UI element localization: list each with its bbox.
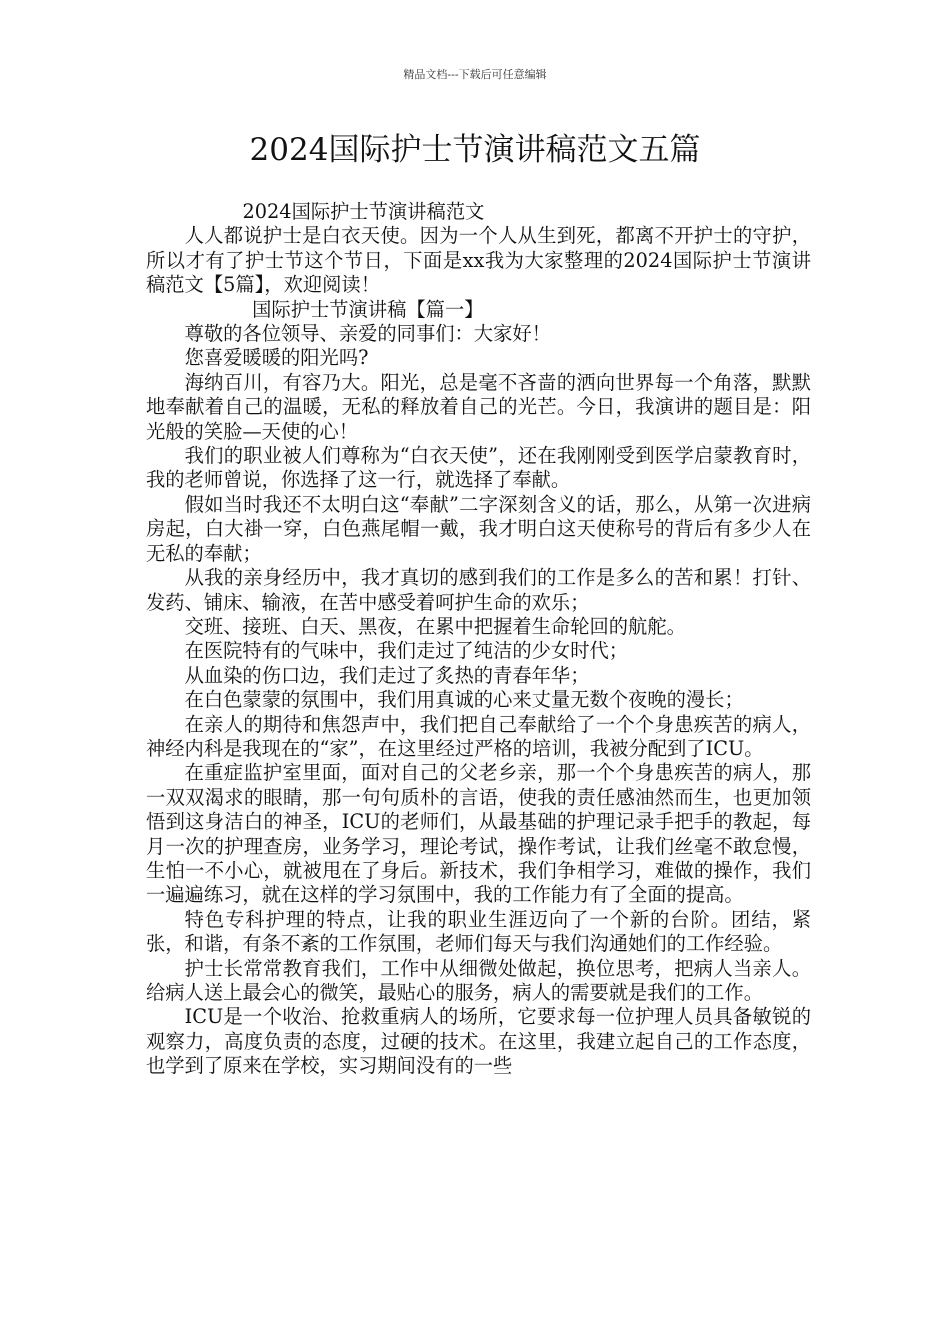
body-paragraph: 尊敬的各位领导、亲爱的同事们：大家好！ <box>184 322 551 346</box>
body-paragraph: 从血染的伤口边，我们走过了炙热的青春年华； <box>184 663 590 687</box>
body-paragraph: 您喜爱暖暖的阳光吗? <box>184 346 369 370</box>
body-paragraph: 在医院特有的气味中，我们走过了纯洁的少女时代； <box>184 639 629 663</box>
body-paragraph: 在重症监护室里面，面对自己的父老乡亲，那一个个身患疾苦的病人，那一双双渴求的眼睛，那一句句质朴的言语，使我的责任感油然而生，也更加领悟到这身洁白的神圣，ICU的老师们，从最基础的护理记录手把手的教起，每月一次的护理查房，业务学习，理论考试，操作考试，让我们丝毫不敢怠慢，生怕一不小心，就被甩在了身后。新技术，我们争相学习，难做的操作，我们一遍遍练习，就在这样的学习氛围中，我的工作能力有了全面的提高。 <box>146 761 811 907</box>
body-paragraph: 从我的亲身经历中，我才真切的感到我们的工作是多么的苦和累！打针、发药、铺床、输液，在苦中感受着呵护生命的欢乐； <box>146 566 811 614</box>
section-heading: 国际护士节演讲稿【篇一】 <box>252 297 484 321</box>
body-paragraph: 海纳百川，有容乃大。阳光，总是毫不吝啬的洒向世界每一个角落，默默地奉献着自己的温暖，无私的释放着自己的光芒。今日，我演讲的题目是：阳光般的笑脸—天使的心！ <box>146 370 811 443</box>
subtitle-paragraph: 2024国际护士节演讲稿范文 <box>242 200 485 223</box>
document-body <box>146 200 811 1079</box>
body-paragraph: 在白色蒙蒙的氛围中，我们用真诚的心来丈量无数个夜晚的漫长； <box>184 688 744 712</box>
body-paragraph: 特色专科护理的特点，让我的职业生涯迈向了一个新的台阶。团结，紧张，和谐，有条不紊的工作氛围，老师们每天与我们沟通她们的工作经验。 <box>146 907 811 956</box>
document-title: 2024国际护士节演讲稿范文五篇 <box>249 132 701 168</box>
body-paragraph: 在亲人的期待和焦怨声中，我们把自己奉献给了一个个身患疾苦的病人，神经内科是我现在的“家”，在这里经过严格的培训，我被分配到了ICU。 <box>146 712 811 760</box>
body-paragraph: 护士长常常教育我们，工作中从细微处做起，换位思考，把病人当亲人。给病人送上最会心的微笑，最贴心的服务，病人的需要就是我们的工作。 <box>146 956 811 1004</box>
body-paragraph: ICU是一个收治、抢救重病人的场所，它要求每一位护理人员具备敏锐的观察力，高度负责的态度，过硬的技术。在这里，我建立起自己的工作态度，也学到了原来在学校，实习期间没有的一些 <box>146 1005 811 1078</box>
intro-paragraph: 人人都说护士是白衣天使。因为一个人从生到死，都离不开护士的守护，所以才有了护士节这个节日，下面是xx我为大家整理的2024国际护士节演讲稿范文【5篇】，欢迎阅读！ <box>146 224 811 297</box>
body-paragraph: 我们的职业被人们尊称为“白衣天使”，还在我刚刚受到医学启蒙教育时，我的老师曾说，你选择了这一行，就选择了奉献。 <box>146 444 811 492</box>
body-paragraph: 假如当时我还不太明白这“奉献”二字深刻含义的话，那么，从第一次进病房起，白大褂一穿，白色燕尾帽一戴，我才明白这天使称号的背后有多少人在无私的奉献； <box>146 492 811 565</box>
body-paragraph: 交班、接班、白天、黑夜，在累中把握着生命轮回的航舵。 <box>184 614 686 638</box>
page-header-note: 精品文档---下载后可任意编辑 <box>403 68 547 81</box>
